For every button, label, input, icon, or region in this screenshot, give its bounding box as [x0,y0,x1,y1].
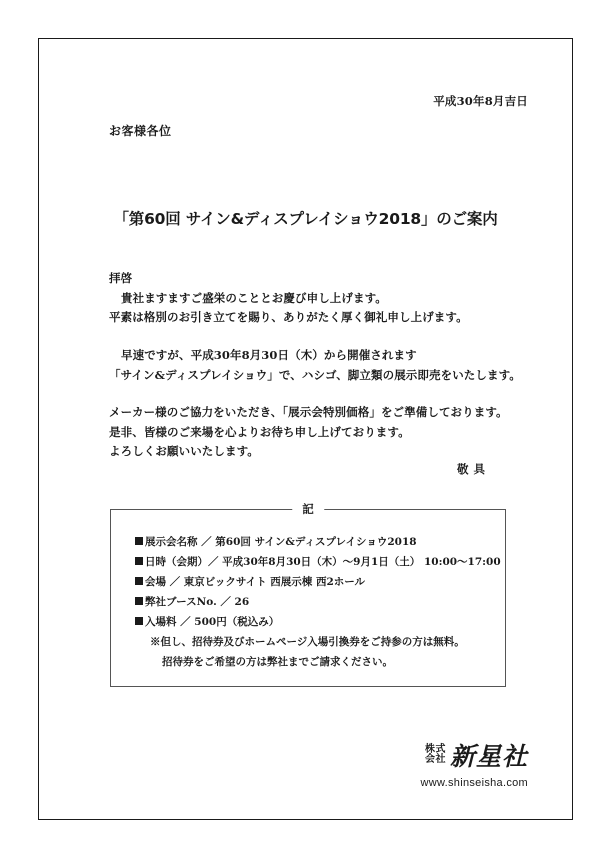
greeting-paragraph [109,269,529,328]
company-url: www.shinseisha.com [420,777,528,789]
bullet-square-icon [135,617,143,625]
invitation-note: 招待券をご希望の方は弊社までご請求ください。 [162,656,393,668]
detail-text: 入場料 ／ 500円（税込み） [145,616,280,628]
issue-date: 平成30年8月吉日 [433,94,528,108]
company-name: 新星社 [449,742,528,771]
list-item [135,592,501,612]
request-paragraph [109,403,529,462]
detail-text: 日時（会期）／ 平成30年8月30日（木）～9月1日（土） 10:00～17:00 [145,556,501,568]
details-heading: 記 [292,501,324,517]
company-logo [421,737,529,789]
detail-text: 弊社ブースNo. ／ 26 [145,596,250,608]
announcement-line: 「サイン&ディスプレイショウ」で、ハシゴ、脚立類の展示即売をいたします。 [109,367,521,382]
bullet-square-icon [135,537,143,545]
bullet-square-icon [135,557,143,565]
greeting-line: 平素は格別のお引き立てを賜り、ありがたく厚く御礼申し上げます。 [109,310,468,324]
announcement-line: 早速ですが、平成30年8月30日（木）から開催されます [121,348,417,362]
bullet-square-icon [135,577,143,585]
request-line: メーカー様のご協力をいただき、「展示会特別価格」をご準備しております。 [109,405,508,419]
request-line: 是非、皆様のご来場を心よりお待ち申し上げております。 [109,424,410,439]
details-box [110,502,506,687]
list-item [135,532,501,552]
free-admission-note: ※但し、招待券及びホームページ入場引換券をご持参の方は無料。 [150,636,465,648]
document-title: 「第60回 サイン&ディスプレイショウ2018」のご案内 [113,210,498,228]
announcement-paragraph [109,346,529,385]
bullet-square-icon [135,597,143,605]
company-type-top: 株式 [424,743,446,755]
details-list [135,532,501,672]
greeting-line: 貴社ますますご盛栄のこととお慶び申し上げます。 [121,290,387,305]
detail-text: 会場 ／ 東京ビックサイト 西展示棟 西2ホール [145,576,366,588]
list-item [135,552,501,572]
greeting-opening: 拝啓 [109,271,133,285]
company-type-bottom: 会社 [424,754,446,765]
request-line: よろしくお願いいたします。 [109,444,259,458]
page-border [38,38,573,820]
recipient: お客様各位 [109,124,172,138]
list-item [135,572,501,592]
detail-text: 展示会名称 ／ 第60回 サイン&ディスプレイショウ2018 [145,536,417,548]
company-type [425,745,446,766]
list-item [135,612,501,632]
closing-salutation: 敬具 [457,462,490,476]
